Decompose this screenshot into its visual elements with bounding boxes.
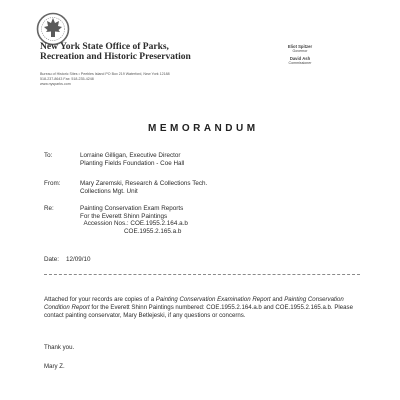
agency-line: Recreation and Historic Preservation — [40, 52, 191, 62]
to-value — [80, 152, 184, 167]
from-line: Collections Mgt. Unit — [80, 187, 138, 195]
accession-number: COE.1955.2.165.a.b — [124, 227, 182, 235]
agency-line: New York State Office of Parks, — [40, 42, 169, 52]
closing-thanks: Thank you. — [44, 344, 75, 351]
body-text: for the Everett Shinn Paintings numbered: COE.1955.2.164.a.b and COE.1955.2.165.a.b. Please contact painting conservator, Mary Betlejeski, if any questions or concerns. — [44, 303, 353, 319]
official-title: Governor — [292, 49, 308, 53]
from-line: Mary Zaremski, Research & Collections Tech. — [80, 180, 208, 187]
address-line: www.nysparks.com — [40, 82, 71, 86]
from-value — [80, 180, 207, 195]
accession-label: Accession Nos.: — [83, 220, 129, 228]
official-title: Commissioner — [288, 60, 312, 65]
re-line: Painting Conservation Exam Reports — [80, 205, 184, 212]
from-label: From: — [44, 180, 61, 187]
official-name: David Ash — [289, 55, 311, 61]
re-label: Re: — [44, 205, 54, 212]
report-title: Painting Conservation Condition Report — [44, 296, 344, 311]
to-label: To: — [44, 152, 53, 159]
re-line: For the Everett Shinn Paintings — [80, 212, 168, 220]
signature: Mary Z. — [44, 363, 65, 370]
body-paragraph — [44, 296, 362, 319]
divider — [44, 274, 360, 275]
date-value: 12/09/10 — [66, 256, 91, 263]
accession-line — [80, 220, 188, 228]
body-text: and — [270, 296, 285, 303]
address-line: 518-237-8643 Fax: 518-235-4248 — [40, 77, 94, 81]
date-label: Date: — [44, 256, 60, 263]
accession-number: COE.1955.2.164.a.b — [130, 220, 188, 228]
accession-line — [80, 228, 188, 236]
agency-name — [40, 42, 191, 62]
agency-address — [40, 72, 230, 87]
to-line: Lorraine Gilligan, Executive Director — [80, 152, 181, 159]
nys-parks-seal-icon — [36, 12, 70, 46]
memo-body — [44, 296, 362, 319]
report-title: Painting Conservation Examination Report — [155, 296, 271, 303]
official-name: Eliot Spitzer — [287, 44, 313, 49]
re-value — [80, 205, 188, 235]
memo-title: MEMORANDUM — [148, 123, 259, 134]
body-text: Attached for your records are copies of a — [44, 296, 156, 303]
address-line: Bureau of Historic Sites • Peebles Island PO Box 219 Waterford, New York 12188 — [40, 72, 170, 76]
officials-block — [270, 44, 330, 67]
to-line: Planting Fields Foundation - Coe Hall — [80, 159, 185, 167]
